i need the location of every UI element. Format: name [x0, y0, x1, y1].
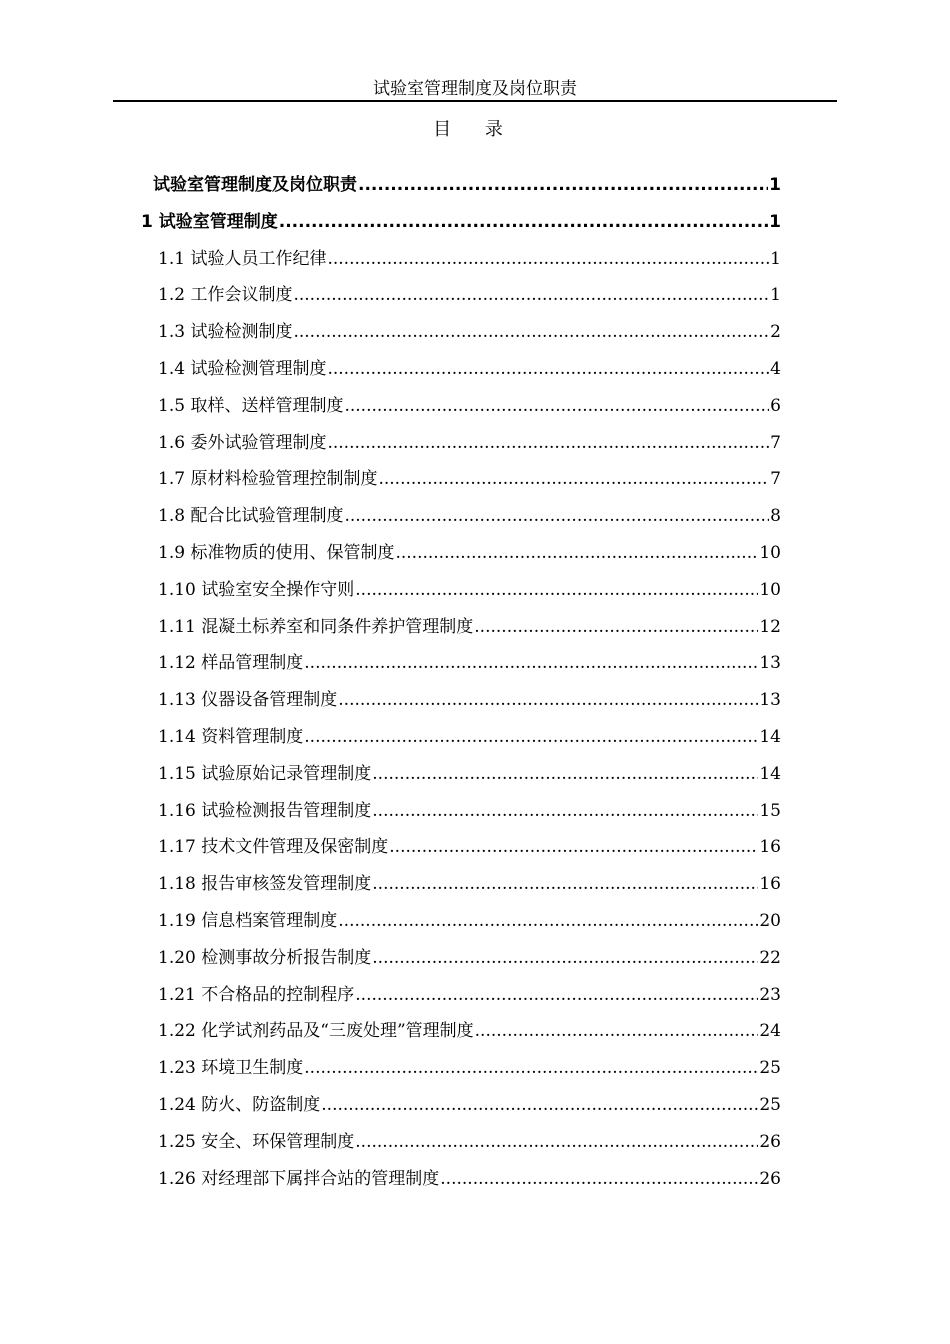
toc-entry-page-number: 13: [759, 690, 781, 711]
toc-entry[interactable]: [158, 540, 781, 566]
running-header: 试验室管理制度及岗位职责: [373, 79, 577, 99]
toc-entry[interactable]: [158, 761, 781, 787]
toc-entry-label: 1.2 工作会议制度: [158, 285, 293, 306]
toc-entry-page-number: 16: [759, 837, 781, 858]
toc-entry-label: 1.21 不合格品的控制程序: [158, 984, 355, 1005]
toc-entry[interactable]: [158, 798, 781, 824]
toc-leader-dots: [321, 1092, 758, 1118]
toc-leader-dots: [344, 503, 769, 529]
toc-leader-dots: [344, 393, 769, 419]
toc-leader-dots: [355, 577, 758, 603]
toc-leader-dots: [279, 209, 768, 235]
toc-entry-label: 1.5 取样、送样管理制度: [158, 395, 344, 416]
toc-entry-page-number: 1: [770, 248, 781, 269]
toc-entry-label: 1.7 原材料检验管理控制制度: [158, 469, 378, 490]
toc-entry-label: 1.19 信息档案管理制度: [158, 911, 338, 931]
toc-entry[interactable]: [158, 282, 781, 308]
toc-entry[interactable]: [158, 356, 781, 382]
toc-entry[interactable]: [158, 319, 781, 345]
toc-entry-page-number: 1: [769, 175, 781, 195]
toc-entry-page-number: 24: [759, 1021, 781, 1042]
toc-leader-dots: [304, 650, 758, 676]
toc-entry-page-number: 10: [759, 579, 781, 600]
toc-entry-page-number: 25: [759, 1058, 781, 1079]
toc-entry[interactable]: [158, 503, 781, 529]
toc-entry-page-number: 7: [770, 469, 781, 490]
toc-entry[interactable]: [158, 1055, 781, 1081]
toc-entry-page-number: 1: [769, 211, 781, 232]
toc-entry-label: 1.13 仪器设备管理制度: [158, 690, 338, 711]
toc-entry-page-number: 26: [759, 1168, 781, 1189]
toc-leader-dots: [355, 1129, 758, 1155]
toc-entry[interactable]: [158, 687, 781, 713]
toc-entry-page-number: 2: [770, 322, 781, 343]
toc-entry-page-number: 14: [759, 763, 781, 784]
toc-entry-label: 1.20 检测事故分析报告制度: [158, 947, 372, 968]
toc-entry-label: 1.10 试验室安全操作守则: [158, 579, 355, 600]
toc-leader-dots: [372, 761, 758, 787]
toc-entry[interactable]: [158, 871, 781, 897]
toc-leader-dots: [293, 282, 769, 308]
toc-entry[interactable]: [141, 209, 781, 235]
toc-entry-page-number: 16: [759, 874, 781, 895]
toc-leader-dots: [338, 908, 758, 934]
toc-entry-label: 1.25 安全、环保管理制度: [158, 1131, 355, 1152]
toc-entry-page-number: 15: [759, 800, 781, 821]
toc-entry[interactable]: [158, 246, 781, 272]
toc-entry-label: 1.16 试验检测报告管理制度: [158, 800, 372, 821]
toc-leader-dots: [355, 982, 758, 1008]
toc-entry-label: 试验室管理制度及岗位职责: [153, 175, 357, 195]
toc-entry-label: 1.15 试验原始记录管理制度: [158, 763, 372, 784]
toc-entry-label: 1.4 试验检测管理制度: [158, 359, 327, 379]
toc-entry-label: 1.22 化学试剂药品及“三废处理”管理制度: [158, 1021, 474, 1042]
toc-leader-dots: [475, 1018, 759, 1044]
toc-entry[interactable]: [158, 945, 781, 971]
toc-heading: 目 录: [433, 119, 517, 140]
toc-leader-dots: [372, 945, 758, 971]
toc-entry-label: 1.12 样品管理制度: [158, 653, 304, 674]
toc-entry[interactable]: [158, 1018, 781, 1044]
toc-leader-dots: [395, 540, 758, 566]
toc-entry[interactable]: [158, 393, 781, 419]
toc-entry-label: 1.9 标准物质的使用、保管制度: [158, 543, 395, 563]
toc-entry[interactable]: [158, 466, 781, 492]
toc-entry-label: 1.8 配合比试验管理制度: [158, 506, 344, 527]
toc-entry-label: 1.17 技术文件管理及保密制度: [158, 837, 389, 858]
toc-entry-label: 1.23 环境卫生制度: [158, 1058, 304, 1079]
toc-entry[interactable]: [158, 430, 781, 456]
toc-entry[interactable]: [158, 834, 781, 860]
toc-entry-label: 1.11 混凝土标养室和同条件养护管理制度: [158, 616, 474, 637]
toc-entry-label: 1.14 资料管理制度: [158, 727, 304, 747]
toc-entry-page-number: 6: [770, 395, 781, 416]
toc-entry-page-number: 14: [759, 727, 781, 747]
toc-leader-dots: [293, 319, 769, 345]
toc-entry[interactable]: [158, 724, 781, 750]
toc-entry[interactable]: [158, 650, 781, 676]
toc-leader-dots: [440, 1166, 758, 1192]
toc-entry-page-number: 23: [759, 984, 781, 1005]
toc-entry[interactable]: [158, 1166, 781, 1192]
toc-entry[interactable]: [158, 1129, 781, 1155]
toc-entry[interactable]: [158, 908, 781, 934]
toc-entry[interactable]: [153, 172, 781, 198]
toc-entry-page-number: 1: [770, 285, 781, 306]
toc-entry-page-number: 25: [759, 1095, 781, 1115]
toc-entry[interactable]: [158, 982, 781, 1008]
toc-entry-page-number: 12: [759, 616, 781, 637]
toc-entry-page-number: 22: [759, 947, 781, 968]
toc-leader-dots: [372, 871, 758, 897]
toc-leader-dots: [372, 798, 758, 824]
toc-entry-page-number: 26: [759, 1131, 781, 1152]
toc-entry[interactable]: [158, 614, 781, 640]
toc-entry-label: 1.6 委外试验管理制度: [158, 432, 327, 453]
toc-leader-dots: [327, 430, 769, 456]
toc-entry-page-number: 8: [770, 506, 781, 527]
toc-entry[interactable]: [158, 1092, 781, 1118]
toc-entry-page-number: 10: [759, 543, 781, 563]
toc-entry-page-number: 20: [759, 911, 781, 931]
toc-leader-dots: [327, 356, 769, 382]
toc-leader-dots: [389, 834, 758, 860]
toc-entry[interactable]: [158, 577, 781, 603]
toc-entry-label: 1.18 报告审核签发管理制度: [158, 874, 372, 895]
header-rule: [113, 100, 837, 102]
toc-entry-page-number: 7: [770, 432, 781, 453]
toc-entry-label: 1.1 试验人员工作纪律: [158, 248, 327, 269]
toc-leader-dots: [327, 246, 769, 272]
toc-entry-label: 1.26 对经理部下属拌合站的管理制度: [158, 1168, 440, 1189]
toc-leader-dots: [304, 1055, 758, 1081]
toc-entry-label: 1 试验室管理制度: [141, 211, 278, 232]
toc-leader-dots: [378, 466, 769, 492]
toc-leader-dots: [338, 687, 758, 713]
toc-entry-label: 1.3 试验检测制度: [158, 322, 293, 343]
toc-leader-dots: [474, 614, 758, 640]
toc-leader-dots: [358, 172, 768, 198]
toc-entry-label: 1.24 防火、防盗制度: [158, 1095, 321, 1115]
toc-entry-page-number: 4: [770, 359, 781, 379]
toc-entry-page-number: 13: [759, 653, 781, 674]
toc-leader-dots: [304, 724, 758, 750]
